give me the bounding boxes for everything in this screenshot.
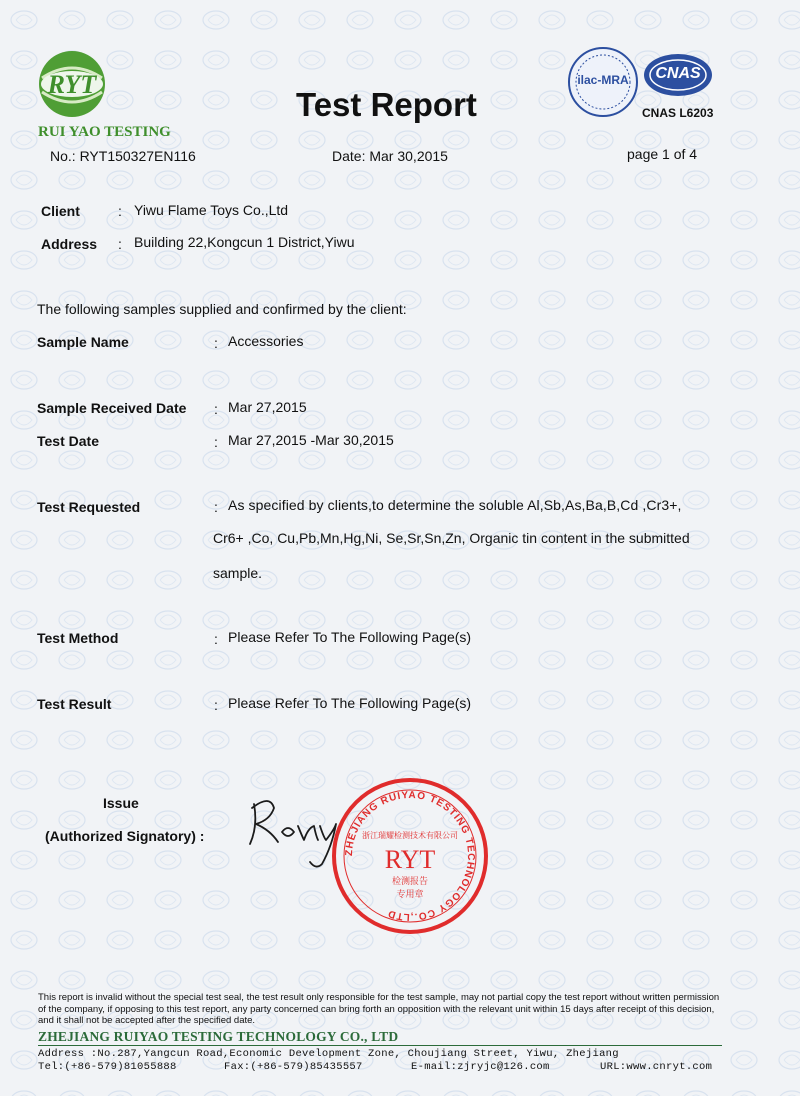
test-date-value: Mar 27,2015 -Mar 30,2015 bbox=[228, 432, 394, 448]
test-date-sep: : bbox=[214, 434, 218, 450]
address-label: Address bbox=[41, 236, 98, 252]
seal-sub1: 检测报告 bbox=[391, 877, 429, 887]
footer-address: Address :No.287,Yangcun Road,Economic Development Zone, Choujiang Street, Yiwu, Zhejiang bbox=[38, 1048, 619, 1060]
test-requested-line1: As specified by clients,to determine the soluble Al,Sb,As,Ba,B,Cd ,Cr3+, bbox=[228, 497, 682, 513]
test-requested-line3: sample. bbox=[213, 565, 263, 581]
page-title: Test Report bbox=[296, 86, 477, 123]
seal-center-text: RYT bbox=[384, 845, 436, 874]
address-sep: : bbox=[118, 236, 122, 252]
test-result-label: Test Result bbox=[37, 696, 112, 712]
company-logo bbox=[36, 48, 108, 120]
report-date-label: Date: bbox=[332, 148, 366, 164]
company-short-name: RUI YAO TESTING bbox=[38, 124, 171, 140]
client-sep: : bbox=[118, 203, 122, 219]
footer-disclaimer: This report is invalid without the special test seal, the test result only responsible for the test sample, may not partial copy the test report without written permission of the company, if opposing to this test report, any party concerned can bring forth an opposition with the relevant unit within 15 days after receipt of this decision, and it shall not be accepted after the specified date. bbox=[38, 992, 720, 1026]
seal-sub2: 专用章 bbox=[396, 890, 424, 900]
footer-tel: Tel:(+86-579)81055888 bbox=[38, 1061, 177, 1073]
seal-outer-text: ZHEJIANG RUIYAO TESTING TECHNOLOGY CO.,LTD bbox=[343, 789, 477, 923]
sample-name-label: Sample Name bbox=[37, 334, 129, 350]
test-result-sep: : bbox=[214, 697, 218, 713]
logo-text: RYT bbox=[47, 70, 97, 99]
cnas-code: CNAS L6203 bbox=[642, 106, 714, 120]
test-result-value: Please Refer To The Following Page(s) bbox=[228, 695, 472, 711]
test-method-label: Test Method bbox=[37, 630, 119, 646]
test-method-value: Please Refer To The Following Page(s) bbox=[228, 629, 472, 645]
issue-label: Issue bbox=[103, 795, 139, 811]
authorized-signatory-label: (Authorized Signatory) : bbox=[45, 828, 205, 844]
page-info: page 1 of 4 bbox=[627, 146, 698, 162]
test-date-label: Test Date bbox=[37, 433, 99, 449]
client-label: Client bbox=[41, 203, 80, 219]
test-requested-label: Test Requested bbox=[37, 499, 141, 515]
report-date: Mar 30,2015 bbox=[369, 148, 448, 164]
intro-text: The following samples supplied and confirmed by the client: bbox=[37, 301, 407, 317]
ilac-mra-mark bbox=[566, 45, 640, 119]
cnas-mark bbox=[642, 52, 714, 98]
received-date-value: Mar 27,2015 bbox=[228, 399, 307, 415]
footer-divider bbox=[38, 1045, 722, 1046]
cnas-text: CNAS bbox=[655, 65, 701, 82]
sample-name-value: Accessories bbox=[228, 333, 304, 349]
report-number-row bbox=[50, 148, 196, 164]
footer-url: URL:www.cnryt.com bbox=[600, 1061, 713, 1073]
test-requested-sep: : bbox=[214, 499, 218, 515]
seal-inner-cn: 浙江瑞耀检测技术有限公司 bbox=[362, 831, 458, 840]
footer-email: E-mail:zjryjc@126.com bbox=[411, 1061, 550, 1073]
company-seal bbox=[330, 776, 490, 936]
footer-company-name: ZHEJIANG RUIYAO TESTING TECHNOLOGY CO., LTD bbox=[38, 1029, 399, 1044]
report-number-label: No.: bbox=[50, 148, 76, 164]
report-number: RYT150327EN116 bbox=[79, 148, 196, 164]
ilac-text: ilac-MRA bbox=[577, 73, 629, 87]
sample-name-sep: : bbox=[214, 335, 218, 351]
address-value: Building 22,Kongcun 1 District,Yiwu bbox=[134, 234, 355, 250]
received-date-sep: : bbox=[214, 401, 218, 417]
client-value: Yiwu Flame Toys Co.,Ltd bbox=[134, 202, 289, 218]
report-date-row bbox=[332, 148, 448, 164]
received-date-label: Sample Received Date bbox=[37, 400, 187, 416]
test-requested-line2: Cr6+ ,Co, Cu,Pb,Mn,Hg,Ni, Se,Sr,Sn,Zn, Organic tin content in the submitted bbox=[213, 530, 690, 546]
test-method-sep: : bbox=[214, 631, 218, 647]
footer-fax: Fax:(+86-579)85435557 bbox=[224, 1061, 363, 1073]
